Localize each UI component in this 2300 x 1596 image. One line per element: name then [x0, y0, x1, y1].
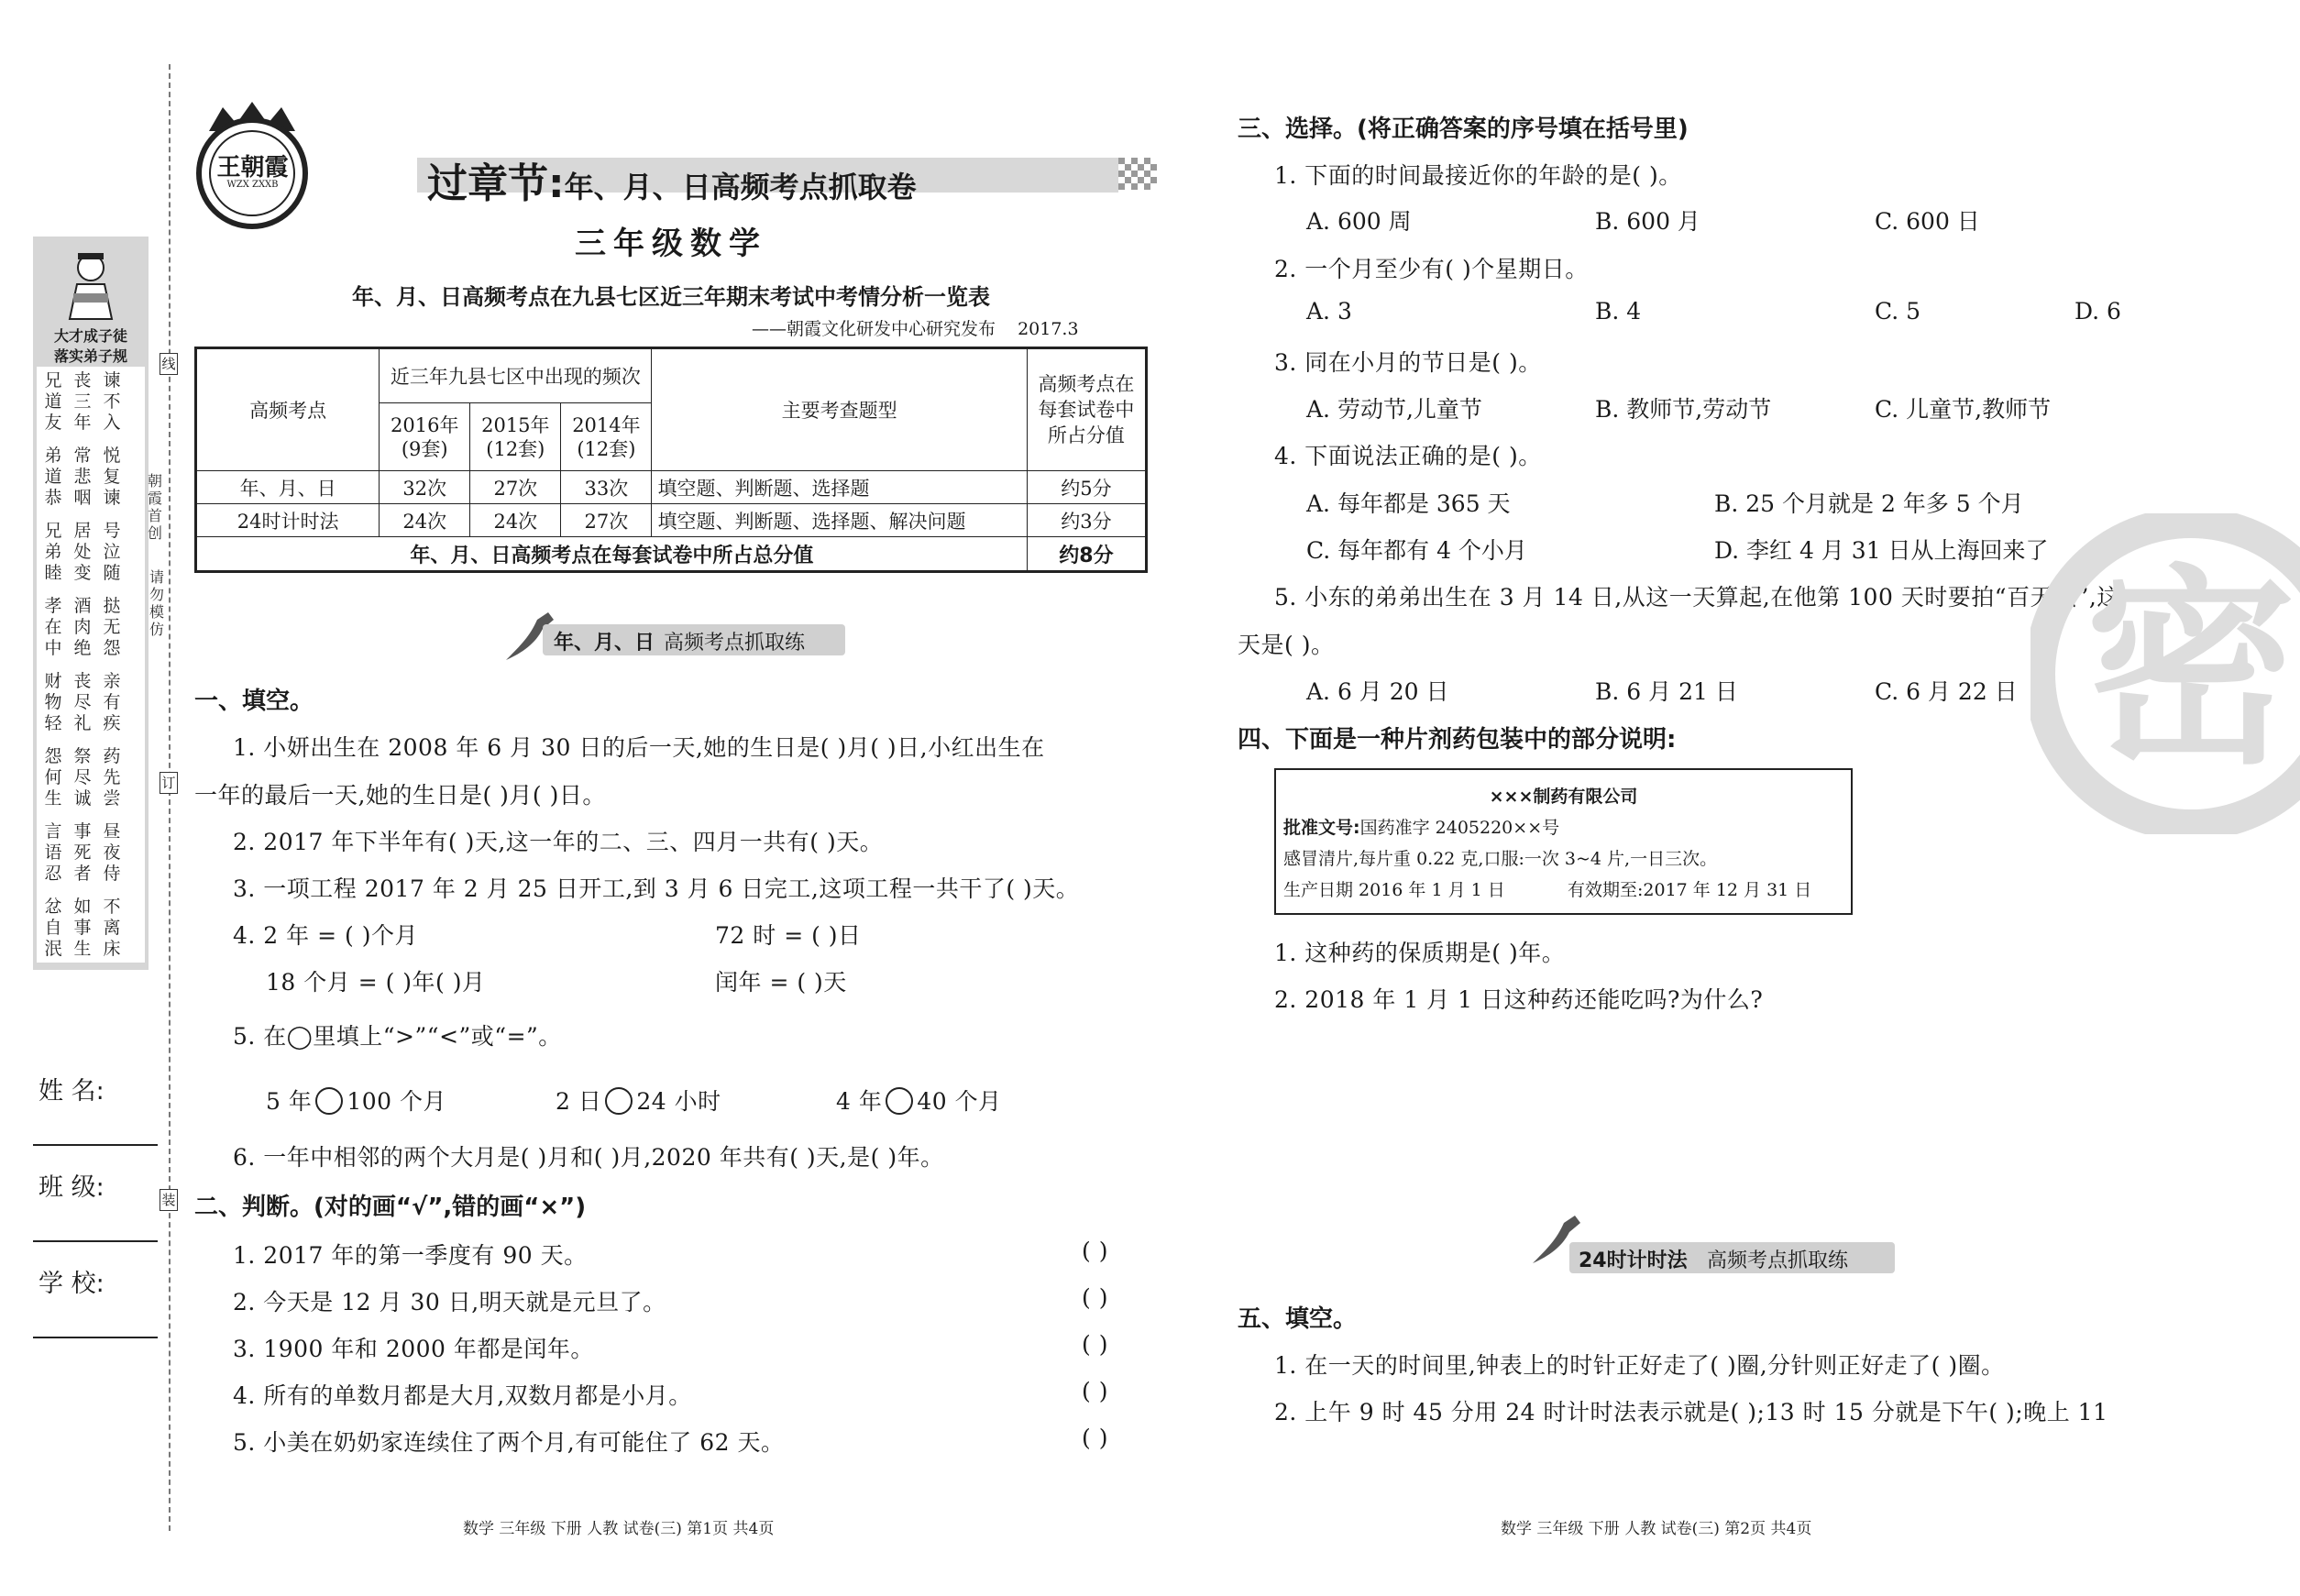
p3-q5a: 5. 小东的弟弟出生在 3 月 14 日,从这一天算起,在他第 100 天时要拍“百天照”,这一 — [1274, 584, 2144, 611]
compare-circle[interactable] — [605, 1087, 633, 1115]
p1-q6: 6. 一年中相邻的两个大月是( )月和( )月,2020 年共有( )天,是( )年。 — [233, 1144, 944, 1171]
p1-q4c: 18 个月 = ( )年( )月 — [266, 969, 486, 996]
p1-q5c — [836, 1084, 1002, 1117]
med-company: ×××制药有限公司 — [1489, 787, 1638, 807]
poem-column: 号泣随 — [103, 521, 121, 583]
p3-q3-a[interactable]: A. 劳动节,儿童节 — [1306, 396, 1482, 423]
judge-paren[interactable]: ( ) — [1082, 1425, 1108, 1451]
cell-type: 填空题、判断题、选择题、解决问题 — [652, 504, 1027, 537]
subject-title: 三年级数学 — [575, 226, 767, 262]
p2-item-4: 4. 所有的单数月都是大月,双数月都是小月。 — [233, 1382, 692, 1409]
p3-q1-c[interactable]: C. 600 日 — [1875, 208, 1980, 235]
p5-q1: 1. 在一天的时间里,钟表上的时针正好走了( )圈,分针则正好走了( )圈。 — [1274, 1352, 2005, 1379]
poem-column: 兄道友 — [44, 370, 62, 433]
footer-page-2: 数学 三年级 下册 人教 试卷(三) 第2页 共4页 — [1501, 1520, 1812, 1538]
med-approval — [1283, 814, 1559, 839]
p3-q1-a[interactable]: A. 600 周 — [1306, 208, 1412, 235]
judge-paren[interactable]: ( ) — [1082, 1378, 1108, 1404]
p2-item-2: 2. 今天是 12 月 30 日,明天就是元旦了。 — [233, 1289, 666, 1315]
table-row — [196, 471, 1147, 504]
source-text: ——朝霞文化研发中心研究发布 — [752, 319, 996, 339]
margin-mark-line: 线 — [160, 353, 178, 375]
th-type: 主要考查题型 — [652, 348, 1027, 471]
poem-column: 居处变 — [73, 521, 92, 583]
table-total-row — [196, 537, 1147, 572]
banner-bold: 年、月、日 — [554, 632, 655, 655]
p3-q5-c[interactable]: C. 6 月 22 日 — [1875, 678, 2018, 705]
q5b-right: 24 小时 — [636, 1088, 721, 1115]
med-approval-value: 国药准字 2405220××号 — [1359, 818, 1560, 838]
poem-column: 丧尽礼 — [73, 671, 92, 733]
p3-q2: 2. 一个月至少有( )个星期日。 — [1274, 256, 1589, 282]
margin-mark-bind: 订 — [160, 772, 178, 794]
poem-column: 昼夜侍 — [103, 821, 121, 884]
p3-q2-c[interactable]: C. 5 — [1875, 298, 1921, 325]
poem-column: 孝在中 — [44, 596, 62, 658]
medicine-label-box — [1274, 768, 1853, 915]
cell-point: 24时计时法 — [196, 504, 380, 537]
p1-q4a: 4. 2 年 = ( )个月 — [233, 922, 418, 949]
poem-column: 亲有疾 — [103, 671, 121, 733]
th-year-2014: 2014年(12套) — [561, 403, 652, 471]
cell-2016: 24次 — [380, 504, 470, 537]
motto-top: 大才成子徒 — [53, 327, 127, 345]
p2-item-5: 5. 小美在奶奶家连续住了两个月,有可能住了 62 天。 — [233, 1429, 785, 1456]
p3-q1: 1. 下面的时间最接近你的年龄的是( )。 — [1274, 162, 1682, 189]
poem-column: 祭尽诚 — [73, 746, 92, 809]
p1-q1a: 1. 小妍出生在 2008 年 6 月 30 日的后一天,她的生日是( )月( )日,小红出生在 — [233, 734, 1045, 761]
p3-q1-b[interactable]: B. 600 月 — [1595, 208, 1700, 235]
part1-title: 一、填空。 — [194, 688, 314, 715]
cell-score: 约5分 — [1027, 471, 1146, 504]
title-main: 过章节: — [427, 160, 565, 207]
poem-column: 怨何生 — [44, 746, 62, 809]
poem-column: 酒肉绝 — [73, 596, 92, 658]
p3-q2-d[interactable]: D. 6 — [2074, 298, 2121, 325]
p1-q5b — [556, 1084, 721, 1117]
th-frequency: 近三年九县七区中出现的频次 — [380, 348, 652, 403]
p3-q3-c[interactable]: C. 儿童节,教师节 — [1875, 396, 2052, 423]
p3-q4-c[interactable]: C. 每年都有 4 个小月 — [1306, 537, 1527, 564]
q5a-left: 5 年 — [266, 1088, 313, 1115]
th-year-2015: 2015年(12套) — [470, 403, 561, 471]
p3-q3: 3. 同在小月的节日是( )。 — [1274, 349, 1542, 376]
cut-line — [169, 64, 171, 1531]
cell-type: 填空题、判断题、选择题 — [652, 471, 1027, 504]
med-production-date: 生产日期 2016 年 1 月 1 日 — [1283, 880, 1505, 900]
p3-q5-b[interactable]: B. 6 月 21 日 — [1595, 678, 1738, 705]
q5b-left: 2 日 — [556, 1088, 602, 1115]
scholar-icon — [61, 248, 121, 321]
watermark-char: 密 — [2085, 548, 2297, 793]
section-banner-24h — [1569, 1242, 1895, 1273]
title-rest: 年、月、日高频考点抓取卷 — [564, 170, 917, 204]
med-dosage: 感冒清片,每片重 0.22 克,口服:一次 3~4 片,一日三次。 — [1283, 849, 1718, 869]
poem-column: 不离床 — [103, 897, 121, 959]
p3-q2-a[interactable]: A. 3 — [1306, 298, 1352, 325]
part3-title: 三、选择。(将正确答案的序号填在括号里) — [1238, 116, 1689, 143]
logo-name: 王朝霞 — [216, 154, 289, 182]
motto-bottom: 落实弟子规 — [53, 347, 127, 365]
judge-paren[interactable]: ( ) — [1082, 1284, 1108, 1311]
p4-q1: 1. 这种药的保质期是( )年。 — [1274, 940, 1566, 966]
p1-q1b: 一年的最后一天,她的生日是( )月( )日。 — [194, 782, 606, 809]
name-label: 姓 名: — [39, 1077, 105, 1106]
section-banner-ymd — [543, 624, 845, 655]
poem-column: 悦复谏 — [103, 446, 121, 508]
p3-q4: 4. 下面说法正确的是( )。 — [1274, 443, 1542, 469]
cell-2014: 27次 — [561, 504, 652, 537]
table-source — [752, 315, 1079, 340]
cell-point: 年、月、日 — [196, 471, 380, 504]
class-label: 班 级: — [39, 1173, 105, 1202]
q5c-right: 40 个月 — [917, 1088, 1002, 1115]
p1-q5: 5. 在◯里填上“>”“<”或“=”。 — [233, 1023, 562, 1050]
note-original: 朝霞首创 — [147, 472, 162, 542]
cell-score: 约3分 — [1027, 504, 1146, 537]
checker-decoration — [1118, 158, 1160, 193]
p1-q5a — [266, 1084, 446, 1117]
poem-column: 药先尝 — [103, 746, 121, 809]
banner-rest: 高频考点抓取练 — [664, 632, 806, 655]
p1-q2: 2. 2017 年下半年有( )天,这一年的二、三、四月一共有( )天。 — [233, 829, 884, 855]
class-field[interactable] — [33, 1240, 158, 1242]
q5a-right: 100 个月 — [347, 1088, 447, 1115]
th-score: 高频考点在每套试卷中所占分值 — [1027, 348, 1146, 471]
th-year-2016: 2016年(9套) — [380, 403, 470, 471]
poem-column: 财物轻 — [44, 671, 62, 733]
cell-2015: 24次 — [470, 504, 561, 537]
poem-column: 事死者 — [73, 821, 92, 884]
note-no-copy: 请勿模仿 — [149, 568, 164, 638]
poem-column: 谏不入 — [103, 370, 121, 433]
cell-2016: 32次 — [380, 471, 470, 504]
p2-item-3: 3. 1900 年和 2000 年都是闰年。 — [233, 1336, 594, 1362]
name-field[interactable] — [33, 1144, 158, 1146]
frequency-table — [194, 347, 1148, 573]
poem-column: 言语忍 — [44, 821, 62, 884]
judge-paren[interactable]: ( ) — [1082, 1331, 1108, 1358]
med-expiry-date: 有效期至:2017 年 12 月 31 日 — [1568, 880, 1812, 900]
p1-q4b: 72 时 = ( )日 — [715, 922, 862, 949]
poem-column: 常悲咽 — [73, 446, 92, 508]
poem-column: 丧三年 — [73, 370, 92, 433]
margin-mark-pack: 装 — [160, 1189, 178, 1211]
q5c-left: 4 年 — [836, 1088, 883, 1115]
p1-q3: 3. 一项工程 2017 年 2 月 25 日开工,到 3 月 6 日完工,这项工程一共干了( )天。 — [233, 875, 1080, 902]
p3-q4-d[interactable]: D. 李红 4 月 31 日从上海回来了 — [1714, 537, 2049, 564]
poem-column: 如事生 — [73, 897, 92, 959]
school-field[interactable] — [33, 1337, 158, 1338]
source-date: 2017.3 — [1018, 319, 1079, 339]
compare-circle[interactable] — [886, 1087, 913, 1115]
p3-q5b: 天是( )。 — [1238, 632, 1335, 658]
th-point: 高频考点 — [196, 348, 380, 471]
confidential-watermark-icon — [2030, 513, 2300, 834]
page-title — [427, 150, 917, 209]
total-score: 约8分 — [1027, 537, 1146, 572]
table-title: 年、月、日高频考点在九县七区近三年期末考试中考情分析一览表 — [352, 284, 990, 310]
judge-paren[interactable]: ( ) — [1082, 1238, 1108, 1264]
p3-q4-a[interactable]: A. 每年都是 365 天 — [1306, 490, 1511, 517]
part4-title: 四、下面是一种片剂药包装中的部分说明: — [1238, 726, 1677, 754]
p3-q3-b[interactable]: B. 教师节,劳动节 — [1595, 396, 1772, 423]
p5-q2: 2. 上午 9 时 45 分用 24 时计时法表示就是( );13 时 15 分就是下午( );晚上 11 — [1274, 1399, 2108, 1425]
p3-q4-b[interactable]: B. 25 个月就是 2 年多 5 个月 — [1714, 490, 2024, 517]
p1-q4d: 闰年 = ( )天 — [715, 969, 847, 996]
poem-column: 忿自泯 — [44, 897, 62, 959]
logo-sub: WZX ZXXB — [226, 180, 279, 190]
compare-circle[interactable] — [315, 1087, 343, 1115]
p3-q5-a[interactable]: A. 6 月 20 日 — [1306, 678, 1449, 705]
poem-column: 兄弟睦 — [44, 521, 62, 583]
p3-q2-b[interactable]: B. 4 — [1595, 298, 1642, 325]
cell-2015: 27次 — [470, 471, 561, 504]
part5-title: 五、填空。 — [1238, 1305, 1358, 1333]
banner-rest: 高频考点抓取练 — [1707, 1249, 1849, 1272]
banner-bold: 24时计时法 — [1579, 1249, 1688, 1272]
p2-item-1: 1. 2017 年的第一季度有 90 天。 — [233, 1242, 588, 1269]
poem-column: 弟道恭 — [44, 446, 62, 508]
total-label: 年、月、日高频考点在每套试卷中所占总分值 — [196, 537, 1028, 572]
poem-column: 挞无怨 — [103, 596, 121, 658]
school-label: 学 校: — [39, 1270, 105, 1298]
part2-title: 二、判断。(对的画“√”,错的画“×”) — [194, 1194, 587, 1221]
footer-page-1: 数学 三年级 下册 人教 试卷(三) 第1页 共4页 — [463, 1520, 775, 1538]
p4-q2: 2. 2018 年 1 月 1 日这种药还能吃吗?为什么? — [1274, 986, 1764, 1013]
med-approval-label: 批准文号: — [1283, 818, 1360, 838]
cell-2014: 33次 — [561, 471, 652, 504]
table-row — [196, 504, 1147, 537]
